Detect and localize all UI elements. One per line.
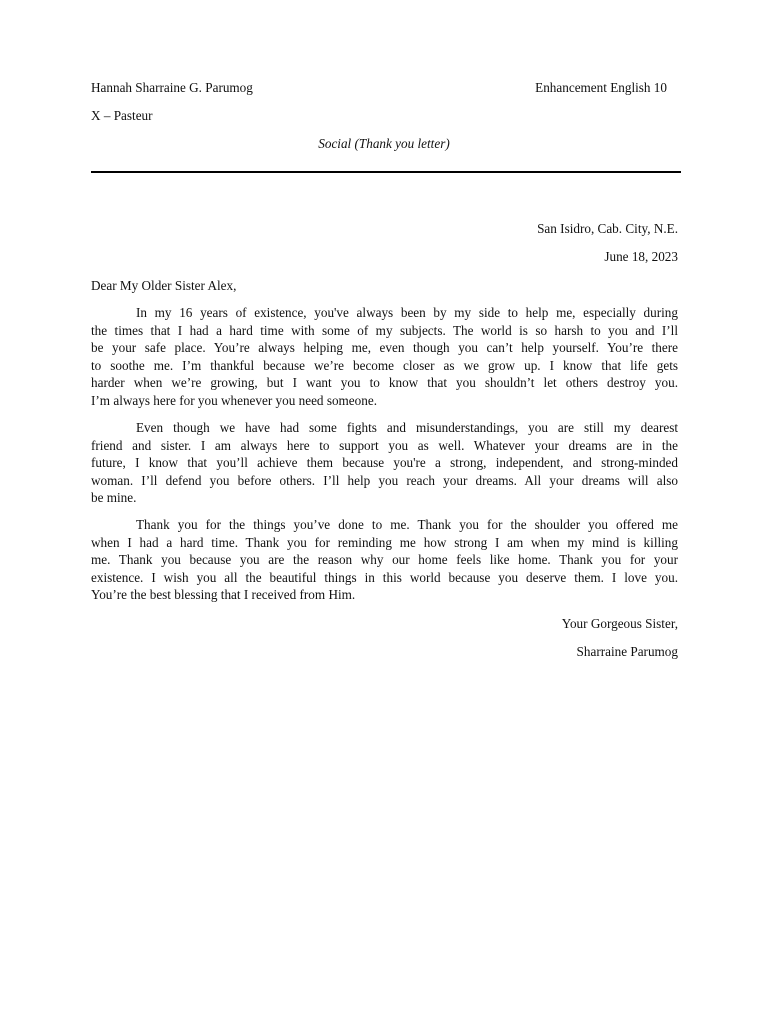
course-name: Enhancement English 10 bbox=[535, 80, 667, 95]
paragraph-line: You’re the best blessing that I received from Him. bbox=[91, 587, 356, 602]
paragraph-line: when I had a hard time. Thank you for reminding me how strong I am when my mind is killing bbox=[91, 534, 678, 550]
section-name: X – Pasteur bbox=[91, 108, 153, 123]
paragraph-line: harder when we’re growing, but I want you to know that you shouldn’t let others destroy you. bbox=[91, 375, 678, 390]
paragraph-line: be your safe place. You’re always helping me, even though you can’t help yourself. You’re there bbox=[91, 340, 678, 355]
signature-name: Sharraine Parumog bbox=[576, 644, 678, 659]
sender-address: San Isidro, Cab. City, N.E. bbox=[537, 221, 678, 236]
paragraph-line: be mine. bbox=[91, 490, 137, 505]
paragraph-line: In my 16 years of existence, you've always been by my side to help me, especially during bbox=[136, 305, 678, 320]
letter-subject: Social (Thank you letter) bbox=[318, 136, 450, 151]
paragraph-line: Even though we have had some fights and misunderstandings, you are still my dearest bbox=[136, 420, 678, 435]
paragraph-line: Thank you for the things you’ve done to me. Thank you for the shoulder you offered me bbox=[136, 517, 678, 532]
paragraph-line: the times that I had a hard time with some of my subjects. The world is so harsh to you and I’ll bbox=[91, 322, 678, 338]
paragraph-line: I’m always here for you whenever you need someone. bbox=[91, 392, 377, 408]
letter-date: June 18, 2023 bbox=[604, 249, 678, 264]
paragraph-line: me. Thank you because you are the reason why our home feels like home. Thank you for your bbox=[91, 552, 678, 567]
paragraph-line: existence. I wish you all the beautiful things in this world because you deserve them. I love you. bbox=[91, 569, 678, 585]
header-divider bbox=[91, 171, 681, 173]
paragraph-line: woman. I’ll defend you before others. I’ll help you reach your dreams. All your dreams will also bbox=[91, 472, 678, 488]
paragraph-line: friend and sister. I am always here to support you as well. Whatever your dreams are in the bbox=[91, 437, 678, 453]
closing-line: Your Gorgeous Sister, bbox=[561, 616, 678, 631]
body-paragraph-1 bbox=[91, 304, 678, 409]
paragraph-line: future, I know that you’ll achieve them because you're a strong, independent, and strong-minded bbox=[91, 455, 678, 470]
body-paragraph-3 bbox=[91, 516, 678, 604]
salutation: Dear My Older Sister Alex, bbox=[91, 278, 237, 293]
body-paragraph-2 bbox=[91, 419, 678, 507]
paragraph-line: to soothe me. I’m thankful because we’re become closer as we grow up. I know that life gets bbox=[91, 357, 678, 373]
author-name: Hannah Sharraine G. Parumog bbox=[91, 80, 253, 95]
